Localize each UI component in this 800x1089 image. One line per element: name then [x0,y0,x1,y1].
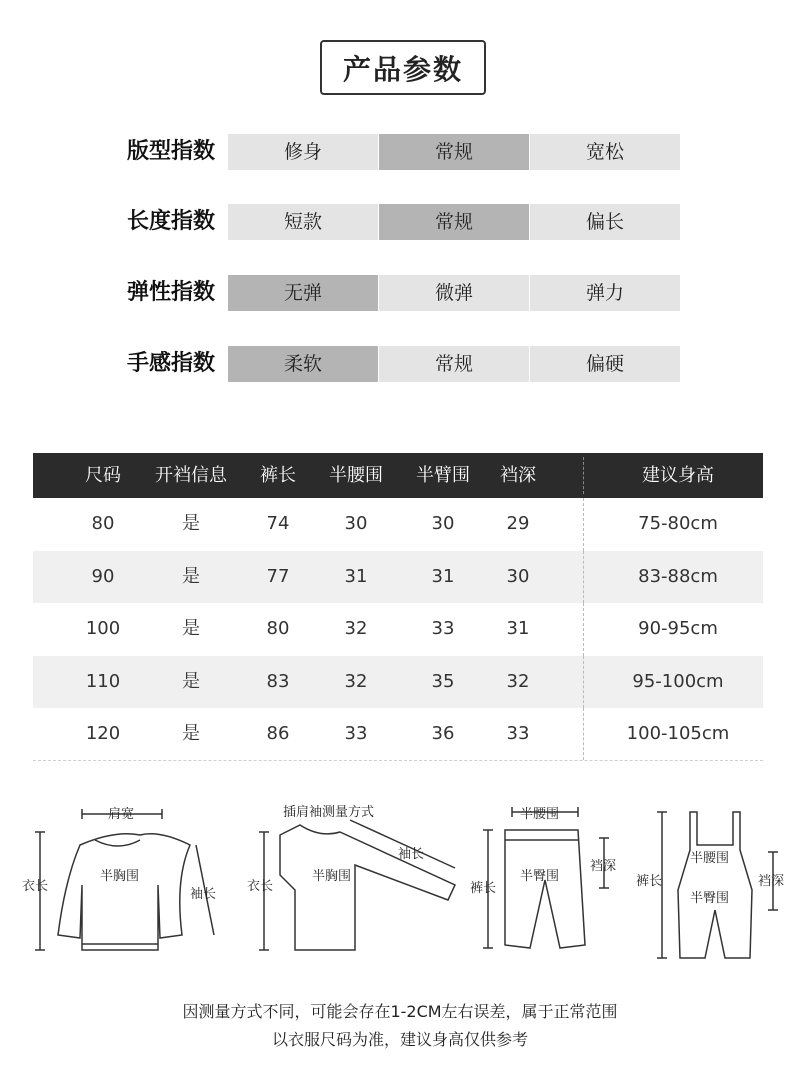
table-cell: 是 [182,618,200,639]
table-header [33,453,763,498]
table-cell: 100 [85,618,121,639]
label-shoulder: 肩宽 [108,807,135,822]
label-waist: 半腰围 [690,851,730,866]
table-cell: 86 [266,723,290,744]
table-cell: 30 [506,565,530,587]
index-row-length [0,204,800,240]
index-option: 偏硬 [530,346,680,382]
table-cell: 是 [182,723,200,744]
index-label: 手感指数 [126,351,215,376]
table-cell: 31 [344,565,368,587]
table-cell: 120 [85,723,121,744]
table-cell: 30 [344,513,368,534]
column-header: 裤长 [260,465,296,486]
table-cell: 33 [431,618,455,639]
table-row [33,498,763,551]
table-cell: 90 [91,565,115,587]
column-header: 半臂围 [416,465,470,486]
column-divider [583,551,584,604]
index-option: 微弹 [379,275,529,311]
table-cell: 29 [506,513,530,534]
index-option: 弹力 [530,275,680,311]
column-divider [583,708,584,760]
note-line: 以衣服尺码为准，建议身高仅供参考 [271,1030,528,1049]
table-cell: 110 [85,670,121,692]
table-cell: 100-105cm [626,723,730,744]
size-table [33,453,763,761]
label-rise: 裆深 [590,859,617,874]
index-option-selected: 常规 [379,134,529,170]
label-length: 裤长 [470,881,497,896]
table-cell: 83-88cm [638,565,718,587]
table-cell: 90-95cm [638,618,718,639]
label-length: 衣长 [247,879,274,894]
table-cell: 33 [506,723,530,744]
raglan-diagram [259,820,455,950]
column-header: 建议身高 [642,465,714,486]
table-cell: 31 [431,565,455,587]
column-header: 半腰围 [329,465,383,486]
column-header: 裆深 [500,465,536,486]
index-option: 宽松 [530,134,680,170]
column-divider [583,656,584,709]
index-row-fit [0,134,800,170]
label-waist: 半腰围 [520,807,560,822]
table-cell: 83 [266,670,290,692]
table-cell: 95-100cm [632,670,724,692]
index-label: 版型指数 [126,139,215,164]
table-row [33,603,763,656]
table-cell: 80 [91,513,115,534]
sweater-outline-icon [58,834,190,950]
table-cell: 75-80cm [638,513,718,534]
measurement-notes [0,998,800,1054]
label-rise: 裆深 [758,874,785,889]
pants-outline-icon [505,830,585,948]
index-option-selected: 柔软 [228,346,378,382]
note-line: 因测量方式不同，可能会存在1-2CM左右误差，属于正常范围 [182,1002,618,1021]
label-length: 裤长 [636,874,663,889]
table-row [33,708,763,761]
page-title: 产品参数 [320,40,486,95]
table-row [33,656,763,709]
column-header: 开裆信息 [155,465,227,486]
table-cell: 35 [431,670,455,692]
label-hip: 半臀围 [690,891,730,906]
column-header: 尺码 [85,465,121,486]
label-length: 衣长 [22,879,49,894]
index-option: 短款 [228,204,378,240]
label-hip: 半臀围 [520,869,560,884]
label-sleeve: 袖长 [398,847,425,862]
table-cell: 30 [431,513,455,534]
column-divider [583,498,584,551]
table-cell: 32 [344,618,368,639]
table-cell: 是 [182,670,200,692]
measurement-diagrams-svg [0,790,800,980]
column-divider [583,603,584,656]
label-chest: 半胸围 [100,869,140,884]
table-cell: 33 [344,723,368,744]
table-cell: 74 [266,513,290,534]
index-label: 弹性指数 [126,280,215,305]
column-divider [583,457,584,494]
table-cell: 31 [506,618,530,639]
index-option: 常规 [379,346,529,382]
index-option-selected: 常规 [379,204,529,240]
label-chest: 半胸围 [312,869,352,884]
label-sleeve: 袖长 [190,887,217,902]
overalls-outline-icon [678,812,752,958]
table-row [33,551,763,604]
table-cell: 77 [266,565,290,587]
table-cell: 36 [431,723,455,744]
index-option-selected: 无弹 [228,275,378,311]
index-row-elasticity [0,275,800,311]
index-option: 修身 [228,134,378,170]
label-raglan-title: 插肩袖测量方式 [283,805,375,820]
table-cell: 32 [344,670,368,692]
index-label: 长度指数 [126,209,215,234]
measurement-diagrams [0,790,800,980]
table-cell: 32 [506,670,530,692]
raglan-outline-icon [280,825,455,950]
table-cell: 80 [266,618,290,639]
index-row-feel [0,346,800,382]
table-cell: 是 [182,513,200,534]
index-option: 偏长 [530,204,680,240]
table-cell: 是 [182,565,200,587]
